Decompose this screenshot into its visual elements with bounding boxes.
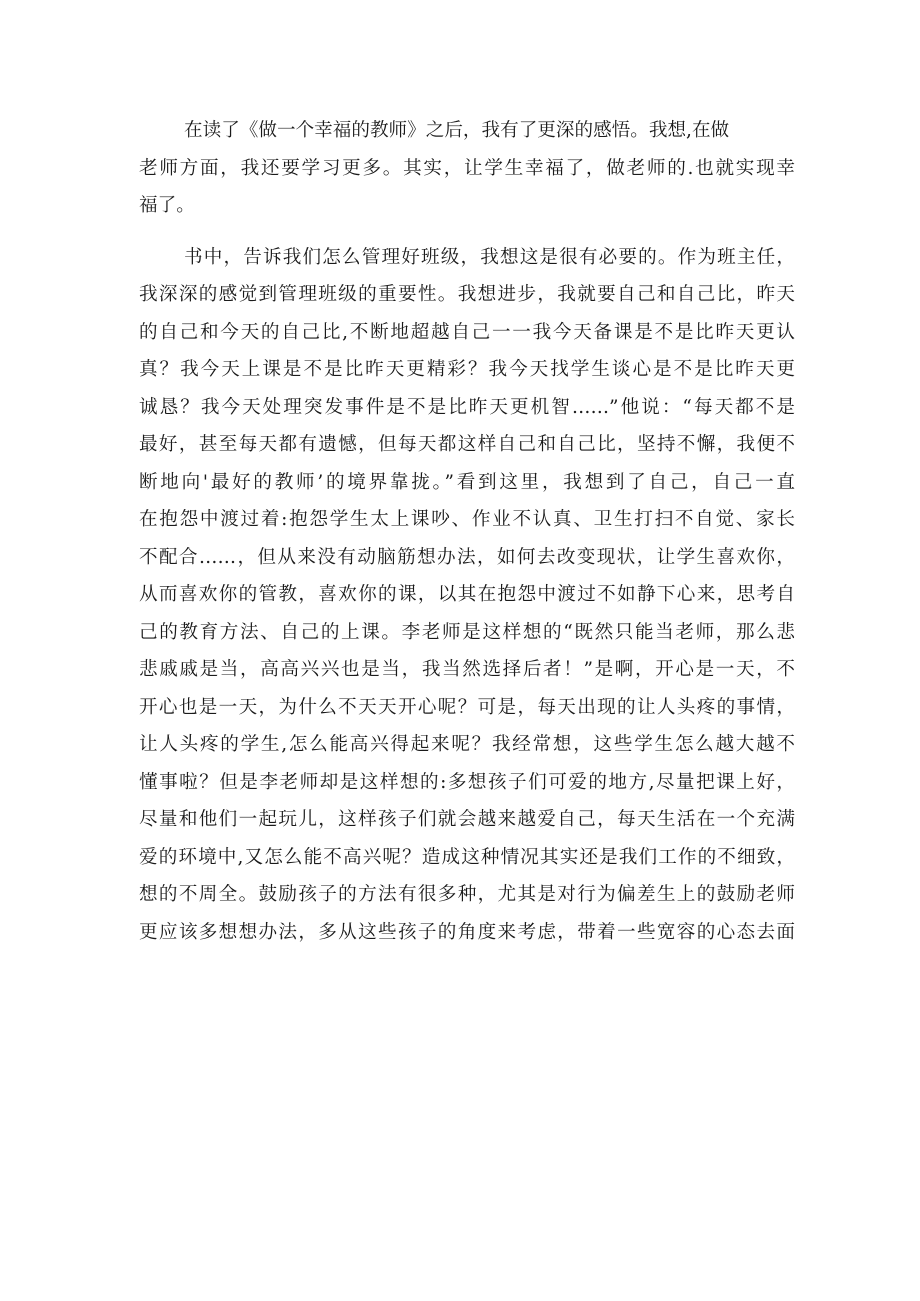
paragraph-line: 爱的环境中,又怎么能不高兴呢？造成这种情况其实还是我们工作的不细致， [139, 846, 795, 868]
paragraph-line: 在抱怨中渡过着:抱怨学生太上课吵、作业不认真、卫生打扫不自觉、家长 [139, 509, 795, 530]
paragraph-line: 让人头疼的学生,怎么能高兴得起来呢？我经常想，这些学生怎么越大越不 [139, 734, 795, 755]
paragraph-line: 更应该多想想办法，多从这些孩子的角度来考虑，带着一些宽容的心态去面 [139, 921, 795, 943]
paragraph-line: 老师方面，我还要学习更多。其实，让学生幸福了，做老师的.也就实现幸 [139, 157, 795, 179]
paragraph-spacer [139, 225, 795, 239]
paragraph-2 [139, 239, 795, 952]
paragraph-line: 悲戚戚是当，高高兴兴也是当，我当然选择后者！”是啊，开心是一天，不 [139, 659, 795, 680]
paragraph-line: 我深深的感觉到管理班级的重要性。我想进步，我就要自己和自己比，昨天 [139, 284, 795, 305]
paragraph-line: 书中，告诉我们怎么管理好班级，我想这是很有必要的。作为班主任， [184, 246, 795, 268]
paragraph-line: 想的不周全。鼓励孩子的方法有很多种，尤其是对行为偏差生上的鼓励老师 [139, 884, 795, 905]
paragraph-line: 真？我今天上课是不是比昨天更精彩？我今天找学生谈心是不是比昨天更 [139, 359, 795, 380]
paragraph-1 [139, 112, 795, 225]
document-body [139, 112, 795, 951]
paragraph-line: 己的教育方法、自己的上课。李老师是这样想的“既然只能当老师，那么悲 [139, 621, 795, 643]
paragraph-line: 断地向'最好的教师’的境界靠拢。”看到这里，我想到了自己，自己一直 [139, 471, 795, 493]
paragraph-line: 的自己和今天的自己比,不断地超越自己一一我今天备课是不是比昨天更认 [139, 321, 795, 343]
paragraph-line: 尽量和他们一起玩儿，这样孩子们就会越来越爱自己，每天生活在一个充满 [139, 809, 795, 830]
paragraph-line: 福了。 [139, 195, 195, 216]
paragraph-line: 在读了《做一个幸福的教师》之后，我有了更深的感悟。我想,在做 [184, 120, 730, 141]
paragraph-line: 从而喜欢你的管教，喜欢你的课，以其在抱怨中渡过不如静下心来，思考自 [139, 584, 795, 605]
paragraph-line: 不配合……，但从来没有动脑筋想办法，如何去改变现状，让学生喜欢你， [139, 546, 795, 568]
paragraph-line: 开心也是一天，为什么不天天开心呢？可是，每天出现的让人头疼的事情， [139, 696, 795, 718]
paragraph-line: 诚恳？我今天处理突发事件是不是比昨天更机智……”他说：“每天都不是 [139, 396, 795, 418]
paragraph-line: 懂事啦？但是李老师却是这样想的:多想孩子们可爱的地方,尽量把课上好， [139, 771, 795, 793]
paragraph-line: 最好，甚至每天都有遗憾，但每天都这样自己和自己比，坚持不懈，我便不 [139, 434, 795, 455]
